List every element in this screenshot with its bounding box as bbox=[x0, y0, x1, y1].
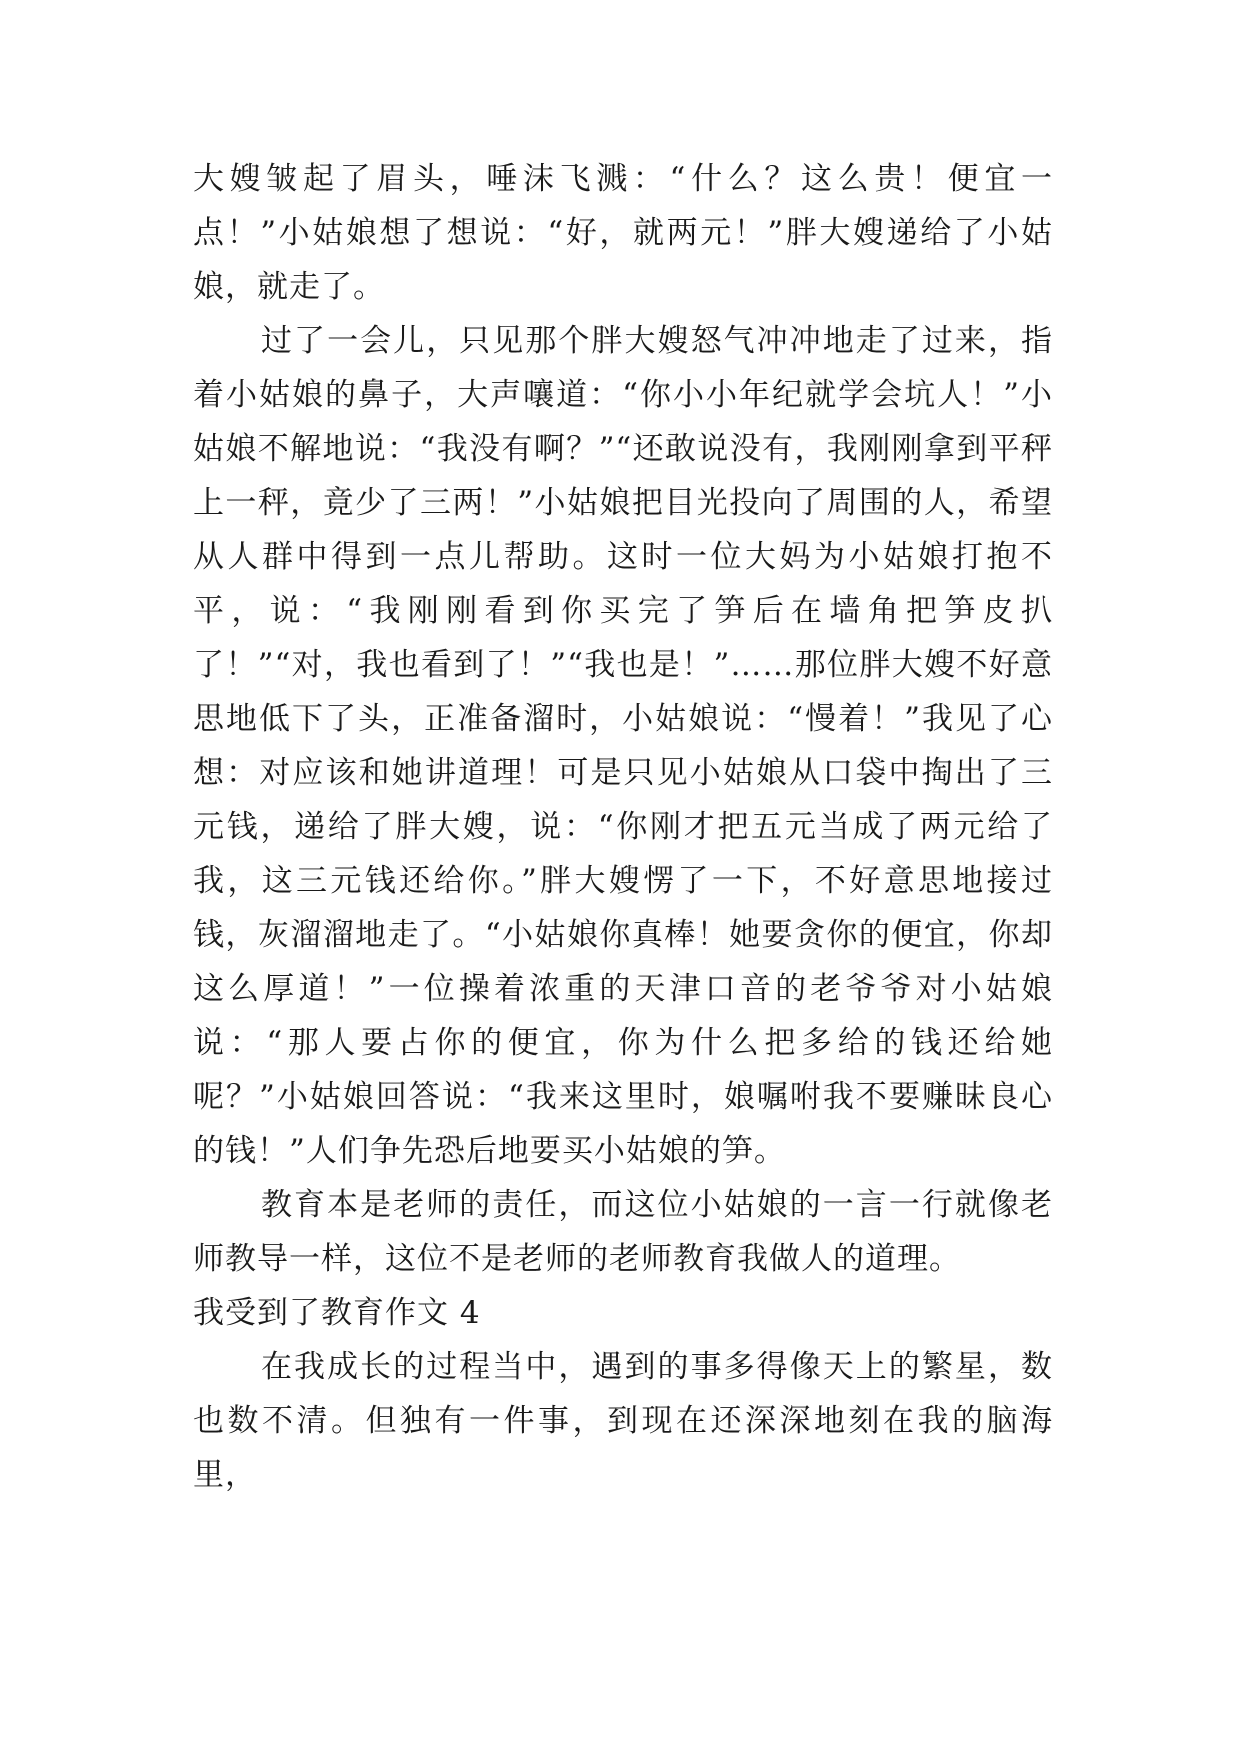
paragraph-4: 在我成长的过程当中，遇到的事多得像天上的繁星，数也数不清。但独有一件事，到现在还深深地刻在我的脑海里， bbox=[193, 1349, 1053, 1493]
paragraph-2: 过了一会儿，只见那个胖大嫂怒气冲冲地走了过来，指着小姑娘的鼻子，大声嚷道：“你小小年纪就学会坑人！”小姑娘不解地说：“我没有啊？”“还敢说没有，我刚刚拿到平秤上一秤，竟少了三两！”小姑娘把目光投向了周围的人，希望从人群中得到一点儿帮助。这时一位大妈为小姑娘打抱不平，说：“我刚刚看到你买完了笋后在墙角把笋皮扒了！”“对，我也看到了！”“我也是！”……那位胖大嫂不好意思地低下了头，正准备溜时，小姑娘说：“慢着！”我见了心想：对应该和她讲道理！可是只见小姑娘从口袋中掏出了三元钱，递给了胖大嫂，说：“你刚才把五元当成了两元给了我，这三元钱还给你。”胖大嫂愣了一下，不好意思地接过钱，灰溜溜地走了。“小姑娘你真棒！她要贪你的便宜，你却这么厚道！”一位操着浓重的天津口音的老爷爷对小姑娘说：“那人要占你的便宜，你为什么把多给的钱还给她呢？”小姑娘回答说：“我来这里时，娘嘱咐我不要赚昧良心的钱！”人们争先恐后地要买小姑娘的笋。 bbox=[193, 323, 1053, 1169]
section-heading: 我受到了教育作文 4 bbox=[193, 1295, 481, 1331]
paragraph-1: 大嫂皱起了眉头，唾沫飞溅：“什么？这么贵！便宜一点！”小姑娘想了想说：“好，就两元！”胖大嫂递给了小姑娘，就走了。 bbox=[193, 161, 1053, 305]
document-body bbox=[193, 152, 1053, 1502]
paragraph-3: 教育本是老师的责任，而这位小姑娘的一言一行就像老师教导一样，这位不是老师的老师教育我做人的道理。 bbox=[193, 1187, 1053, 1277]
